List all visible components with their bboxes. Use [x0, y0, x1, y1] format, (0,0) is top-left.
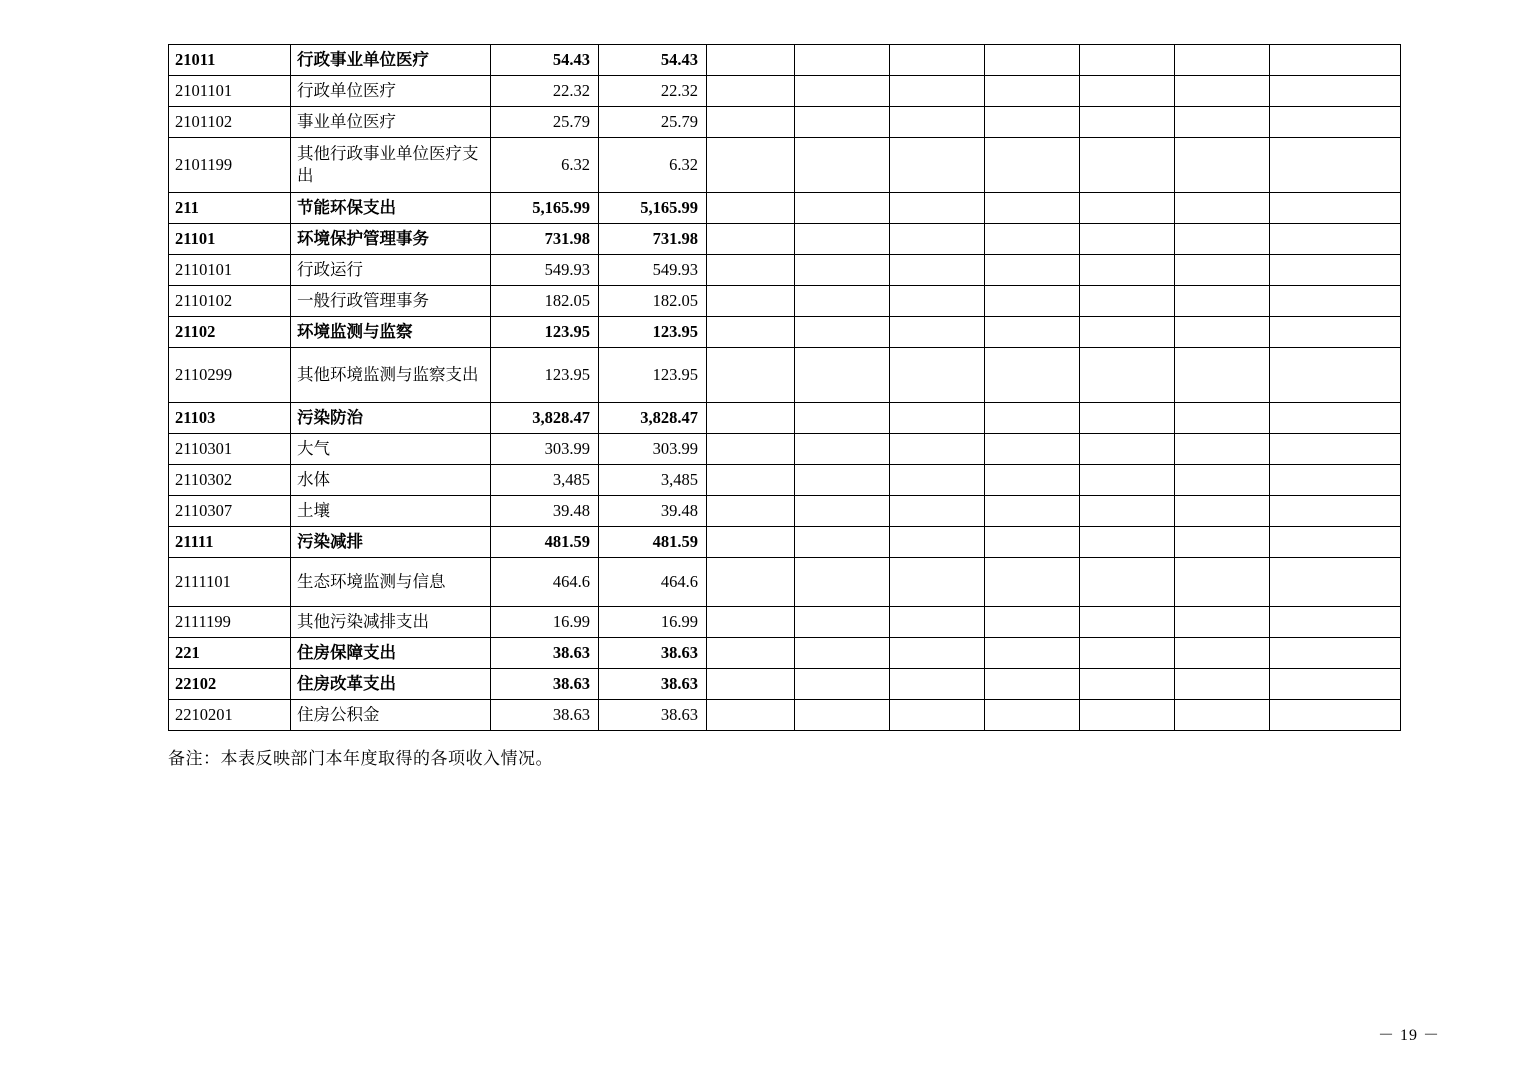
cell-empty — [1270, 527, 1401, 558]
cell-item-name: 住房公积金 — [291, 700, 491, 731]
cell-empty — [985, 193, 1080, 224]
cell-empty — [795, 403, 890, 434]
cell-empty — [795, 434, 890, 465]
cell-value-basic: 25.79 — [599, 107, 707, 138]
cell-value-total: 731.98 — [491, 224, 599, 255]
cell-empty — [1270, 638, 1401, 669]
cell-empty — [1175, 403, 1270, 434]
cell-code: 2110307 — [169, 496, 291, 527]
cell-empty — [1270, 138, 1401, 193]
cell-code: 2111101 — [169, 558, 291, 607]
cell-value-total: 39.48 — [491, 496, 599, 527]
table-row — [169, 286, 1401, 317]
cell-empty — [1080, 465, 1175, 496]
cell-empty — [1080, 348, 1175, 403]
cell-value-basic: 123.95 — [599, 348, 707, 403]
cell-empty — [1080, 317, 1175, 348]
cell-empty — [1080, 193, 1175, 224]
cell-empty — [1080, 138, 1175, 193]
cell-empty — [1175, 193, 1270, 224]
cell-empty — [1080, 286, 1175, 317]
cell-value-basic: 16.99 — [599, 607, 707, 638]
cell-value-basic: 123.95 — [599, 317, 707, 348]
cell-empty — [890, 317, 985, 348]
cell-empty — [795, 317, 890, 348]
table-row — [169, 638, 1401, 669]
cell-value-total: 464.6 — [491, 558, 599, 607]
cell-empty — [795, 527, 890, 558]
cell-value-basic: 54.43 — [599, 45, 707, 76]
cell-empty — [795, 193, 890, 224]
cell-empty — [890, 224, 985, 255]
cell-empty — [707, 76, 795, 107]
cell-empty — [1270, 700, 1401, 731]
cell-empty — [707, 700, 795, 731]
cell-empty — [890, 45, 985, 76]
table-row — [169, 224, 1401, 255]
cell-empty — [795, 255, 890, 286]
cell-value-basic: 303.99 — [599, 434, 707, 465]
cell-empty — [707, 403, 795, 434]
cell-empty — [707, 558, 795, 607]
cell-empty — [890, 607, 985, 638]
cell-empty — [707, 527, 795, 558]
cell-empty — [890, 496, 985, 527]
cell-empty — [1175, 607, 1270, 638]
table-row — [169, 607, 1401, 638]
cell-empty — [795, 607, 890, 638]
cell-empty — [1175, 286, 1270, 317]
cell-empty — [890, 348, 985, 403]
cell-value-total: 481.59 — [491, 527, 599, 558]
cell-empty — [890, 193, 985, 224]
cell-empty — [795, 465, 890, 496]
cell-empty — [707, 107, 795, 138]
table-row — [169, 669, 1401, 700]
cell-empty — [890, 527, 985, 558]
cell-empty — [1175, 465, 1270, 496]
cell-empty — [707, 224, 795, 255]
cell-empty — [985, 224, 1080, 255]
cell-value-basic: 549.93 — [599, 255, 707, 286]
cell-code: 2110302 — [169, 465, 291, 496]
cell-empty — [1175, 434, 1270, 465]
cell-empty — [1175, 700, 1270, 731]
cell-empty — [1175, 138, 1270, 193]
cell-empty — [795, 76, 890, 107]
cell-value-basic: 3,828.47 — [599, 403, 707, 434]
cell-code: 21101 — [169, 224, 291, 255]
cell-value-basic: 22.32 — [599, 76, 707, 107]
cell-empty — [985, 496, 1080, 527]
table-row — [169, 255, 1401, 286]
cell-empty — [890, 669, 985, 700]
cell-empty — [890, 558, 985, 607]
table-row — [169, 76, 1401, 107]
cell-empty — [985, 700, 1080, 731]
cell-value-total: 3,485 — [491, 465, 599, 496]
cell-code: 2110301 — [169, 434, 291, 465]
cell-code: 211 — [169, 193, 291, 224]
cell-item-name: 环境监测与监察 — [291, 317, 491, 348]
cell-empty — [1270, 255, 1401, 286]
cell-empty — [1270, 403, 1401, 434]
cell-empty — [1080, 527, 1175, 558]
cell-empty — [707, 669, 795, 700]
cell-value-basic: 731.98 — [599, 224, 707, 255]
cell-item-name: 污染防治 — [291, 403, 491, 434]
table-row — [169, 348, 1401, 403]
cell-empty — [795, 286, 890, 317]
table-row — [169, 45, 1401, 76]
cell-code: 2110299 — [169, 348, 291, 403]
table-row — [169, 527, 1401, 558]
cell-empty — [795, 224, 890, 255]
cell-empty — [1175, 638, 1270, 669]
cell-empty — [890, 403, 985, 434]
cell-empty — [1080, 607, 1175, 638]
page-number: － 19 － — [1377, 1027, 1440, 1044]
cell-code: 21011 — [169, 45, 291, 76]
table-row — [169, 558, 1401, 607]
cell-empty — [890, 255, 985, 286]
cell-value-basic: 38.63 — [599, 638, 707, 669]
cell-empty — [1175, 348, 1270, 403]
cell-empty — [1175, 224, 1270, 255]
cell-item-name: 其他环境监测与监察支出 — [291, 348, 491, 403]
cell-item-name: 大气 — [291, 434, 491, 465]
cell-empty — [985, 138, 1080, 193]
cell-empty — [1270, 465, 1401, 496]
cell-empty — [985, 638, 1080, 669]
cell-empty — [795, 700, 890, 731]
cell-item-name: 生态环境监测与信息 — [291, 558, 491, 607]
cell-empty — [1080, 76, 1175, 107]
table-row — [169, 193, 1401, 224]
cell-empty — [1175, 107, 1270, 138]
cell-empty — [795, 107, 890, 138]
cell-item-name: 行政单位医疗 — [291, 76, 491, 107]
cell-value-basic: 5,165.99 — [599, 193, 707, 224]
cell-empty — [890, 434, 985, 465]
cell-value-total: 22.32 — [491, 76, 599, 107]
cell-empty — [707, 138, 795, 193]
table-row — [169, 700, 1401, 731]
cell-empty — [1175, 317, 1270, 348]
cell-empty — [985, 527, 1080, 558]
table-row — [169, 317, 1401, 348]
cell-empty — [1080, 558, 1175, 607]
cell-empty — [1270, 193, 1401, 224]
cell-empty — [795, 669, 890, 700]
cell-empty — [985, 465, 1080, 496]
cell-empty — [1270, 317, 1401, 348]
table-note: 备注：本表反映部门本年度取得的各项收入情况。 — [168, 749, 553, 768]
cell-empty — [985, 434, 1080, 465]
cell-code: 2110102 — [169, 286, 291, 317]
cell-empty — [1080, 403, 1175, 434]
cell-empty — [1080, 255, 1175, 286]
cell-empty — [1175, 496, 1270, 527]
cell-empty — [1175, 669, 1270, 700]
cell-empty — [890, 286, 985, 317]
cell-code: 221 — [169, 638, 291, 669]
cell-empty — [707, 496, 795, 527]
table-row — [169, 465, 1401, 496]
cell-empty — [890, 638, 985, 669]
cell-item-name: 行政事业单位医疗 — [291, 45, 491, 76]
cell-empty — [1080, 700, 1175, 731]
cell-empty — [1080, 638, 1175, 669]
cell-code: 2101199 — [169, 138, 291, 193]
cell-empty — [890, 465, 985, 496]
cell-code: 21102 — [169, 317, 291, 348]
cell-value-total: 123.95 — [491, 348, 599, 403]
cell-empty — [1270, 45, 1401, 76]
cell-empty — [707, 465, 795, 496]
cell-empty — [707, 45, 795, 76]
cell-item-name: 住房保障支出 — [291, 638, 491, 669]
cell-empty — [985, 669, 1080, 700]
cell-empty — [985, 348, 1080, 403]
cell-value-basic: 38.63 — [599, 669, 707, 700]
cell-value-total: 123.95 — [491, 317, 599, 348]
cell-empty — [985, 255, 1080, 286]
cell-empty — [1270, 496, 1401, 527]
cell-value-total: 549.93 — [491, 255, 599, 286]
cell-empty — [1270, 558, 1401, 607]
cell-item-name: 其他污染减排支出 — [291, 607, 491, 638]
cell-empty — [985, 558, 1080, 607]
cell-empty — [1080, 434, 1175, 465]
table-row — [169, 403, 1401, 434]
table-row — [169, 138, 1401, 193]
cell-value-total: 38.63 — [491, 700, 599, 731]
cell-empty — [795, 558, 890, 607]
cell-value-basic: 6.32 — [599, 138, 707, 193]
cell-empty — [1270, 669, 1401, 700]
budget-expenditure-table — [168, 44, 1401, 731]
cell-empty — [985, 286, 1080, 317]
cell-item-name: 水体 — [291, 465, 491, 496]
cell-code: 21103 — [169, 403, 291, 434]
cell-empty — [1175, 45, 1270, 76]
cell-item-name: 事业单位医疗 — [291, 107, 491, 138]
cell-item-name: 其他行政事业单位医疗支出 — [291, 138, 491, 193]
cell-value-total: 6.32 — [491, 138, 599, 193]
cell-empty — [795, 138, 890, 193]
cell-item-name: 污染减排 — [291, 527, 491, 558]
cell-empty — [795, 638, 890, 669]
cell-empty — [1270, 107, 1401, 138]
table-row — [169, 496, 1401, 527]
cell-value-basic: 38.63 — [599, 700, 707, 731]
cell-empty — [707, 434, 795, 465]
cell-empty — [890, 138, 985, 193]
cell-empty — [1270, 286, 1401, 317]
cell-value-total: 38.63 — [491, 669, 599, 700]
cell-empty — [1080, 107, 1175, 138]
cell-code: 2101101 — [169, 76, 291, 107]
cell-empty — [890, 700, 985, 731]
cell-empty — [1270, 434, 1401, 465]
cell-empty — [985, 107, 1080, 138]
cell-empty — [985, 76, 1080, 107]
cell-empty — [985, 45, 1080, 76]
cell-empty — [707, 638, 795, 669]
table-row — [169, 434, 1401, 465]
cell-value-total: 3,828.47 — [491, 403, 599, 434]
cell-code: 2101102 — [169, 107, 291, 138]
cell-empty — [1080, 224, 1175, 255]
cell-empty — [795, 496, 890, 527]
cell-value-basic: 481.59 — [599, 527, 707, 558]
cell-value-basic: 39.48 — [599, 496, 707, 527]
table-body — [169, 45, 1401, 731]
table-row — [169, 107, 1401, 138]
cell-value-basic: 3,485 — [599, 465, 707, 496]
cell-empty — [1270, 224, 1401, 255]
cell-empty — [1175, 76, 1270, 107]
cell-value-basic: 464.6 — [599, 558, 707, 607]
cell-empty — [707, 286, 795, 317]
cell-empty — [1175, 255, 1270, 286]
cell-value-total: 54.43 — [491, 45, 599, 76]
cell-empty — [1175, 558, 1270, 607]
cell-empty — [1270, 76, 1401, 107]
cell-value-total: 182.05 — [491, 286, 599, 317]
cell-item-name: 住房改革支出 — [291, 669, 491, 700]
cell-empty — [795, 45, 890, 76]
cell-empty — [795, 348, 890, 403]
cell-empty — [707, 255, 795, 286]
cell-empty — [1080, 669, 1175, 700]
cell-empty — [985, 607, 1080, 638]
cell-empty — [1080, 496, 1175, 527]
cell-empty — [890, 107, 985, 138]
cell-code: 2111199 — [169, 607, 291, 638]
cell-empty — [890, 76, 985, 107]
cell-empty — [707, 607, 795, 638]
cell-value-total: 5,165.99 — [491, 193, 599, 224]
cell-code: 22102 — [169, 669, 291, 700]
cell-empty — [707, 348, 795, 403]
cell-value-total: 25.79 — [491, 107, 599, 138]
cell-code: 2110101 — [169, 255, 291, 286]
cell-item-name: 节能环保支出 — [291, 193, 491, 224]
cell-value-basic: 182.05 — [599, 286, 707, 317]
cell-value-total: 16.99 — [491, 607, 599, 638]
cell-empty — [707, 193, 795, 224]
cell-empty — [1175, 527, 1270, 558]
cell-item-name: 土壤 — [291, 496, 491, 527]
cell-empty — [1270, 607, 1401, 638]
cell-empty — [1270, 348, 1401, 403]
cell-empty — [985, 317, 1080, 348]
cell-item-name: 行政运行 — [291, 255, 491, 286]
cell-empty — [985, 403, 1080, 434]
cell-code: 2210201 — [169, 700, 291, 731]
cell-empty — [1080, 45, 1175, 76]
cell-item-name: 一般行政管理事务 — [291, 286, 491, 317]
cell-value-total: 303.99 — [491, 434, 599, 465]
cell-empty — [707, 317, 795, 348]
cell-value-total: 38.63 — [491, 638, 599, 669]
cell-code: 21111 — [169, 527, 291, 558]
cell-item-name: 环境保护管理事务 — [291, 224, 491, 255]
